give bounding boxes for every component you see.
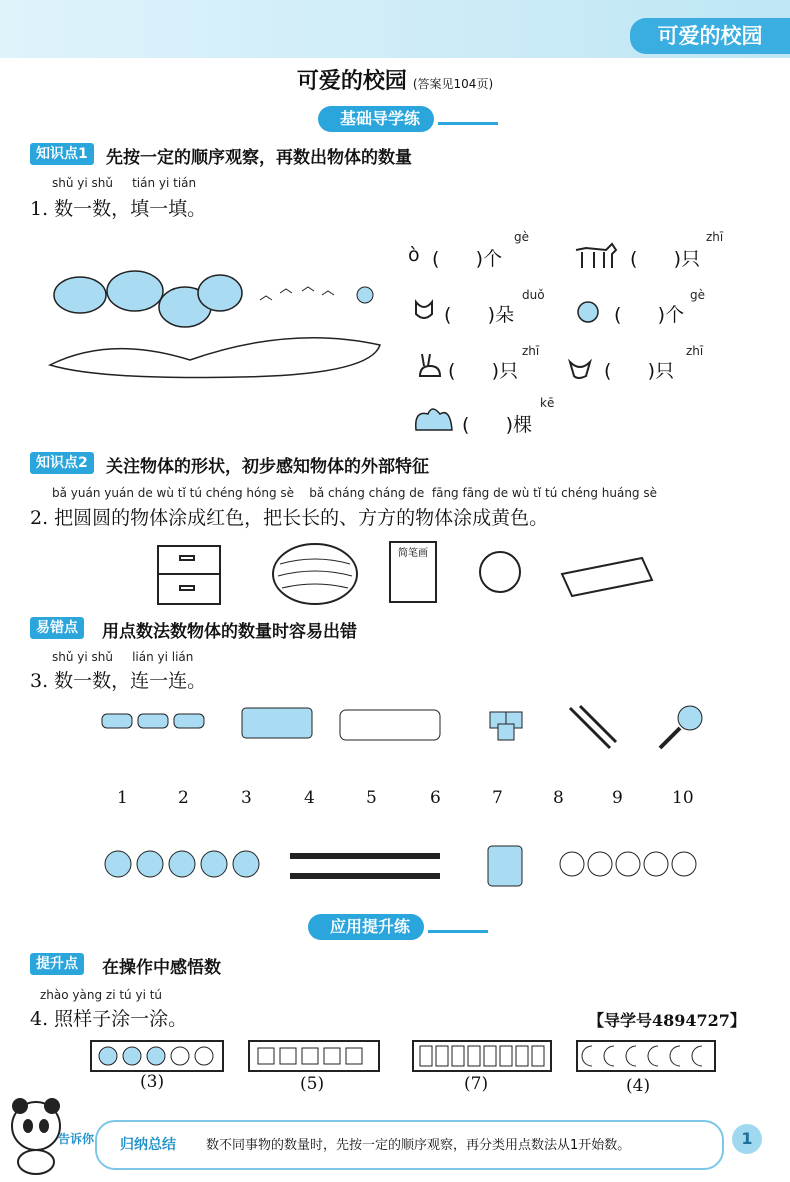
shoe-icon <box>340 710 440 740</box>
face-icon <box>92 1042 222 1070</box>
blank-sun[interactable]: ( )个 <box>614 304 685 326</box>
blank-goat[interactable]: ( )只 <box>630 248 701 270</box>
q1-text: 1. 数一数，填一填。 <box>30 198 207 220</box>
q4-answer-1: (3) <box>140 1072 165 1092</box>
page-title <box>0 64 790 95</box>
sun-icon <box>357 287 373 303</box>
py-zhi2: zhī <box>522 344 540 358</box>
pencil-case-icon <box>562 558 652 596</box>
q4-box-moons <box>576 1040 716 1072</box>
q4-box-faces <box>90 1040 224 1072</box>
q4-text: 4. 照样子涂一涂。 <box>30 1008 188 1030</box>
blank-bird[interactable]: ( )只 <box>604 360 675 382</box>
q3-pinyin: shǔ yi shǔ lián yi lián <box>52 650 194 664</box>
guide-code: 【导学号4894727】 <box>588 1011 746 1030</box>
q4-answer-3: (7) <box>464 1074 489 1094</box>
page-number: 1 <box>732 1124 762 1154</box>
num-2[interactable]: 2 <box>178 788 189 808</box>
blank-flower[interactable]: ( )朵 <box>444 304 515 326</box>
kp1-label: 知识点1 <box>30 143 94 165</box>
tell-label: 告诉你 <box>58 1132 95 1146</box>
sun-icon <box>572 296 604 328</box>
kp2-text: 关注物体的形状，初步感知物体的外部特征 <box>106 457 429 477</box>
num-10[interactable]: 10 <box>672 788 694 808</box>
bee-icon <box>242 708 312 738</box>
book-title: 简笔画 <box>398 548 428 559</box>
section-apply: 应用提升练 <box>308 914 424 940</box>
num-3[interactable]: 3 <box>241 788 252 808</box>
py-ke: kē <box>540 396 555 410</box>
section-basic-line <box>438 122 498 125</box>
err-text: 用点数法数物体的数量时容易出错 <box>102 622 357 642</box>
rattle-icon <box>660 706 702 748</box>
airplane-icon <box>290 856 440 876</box>
child-icon <box>560 852 696 876</box>
blank-rabbit[interactable]: ( )只 <box>448 360 519 382</box>
q2-text: 2. 把圆圆的物体涂成红色，把长长的、方方的物体涂成黄色。 <box>30 507 549 529</box>
q2-pinyin: bǎ yuán yuán de wù tǐ tú chéng hóng sè bǎ cháng cháng de fāng fāng de wù tǐ tú chéng huáng sè <box>52 486 657 500</box>
chapter-tag: 可爱的校园 <box>630 18 790 54</box>
q3-text: 3. 数一数，连一连。 <box>30 670 207 692</box>
kp2-label: 知识点2 <box>30 452 94 474</box>
apple-icon: ò <box>408 244 420 266</box>
answer-note: (答案见104页) <box>412 77 494 91</box>
num-5[interactable]: 5 <box>366 788 377 808</box>
q3-bottom-groups <box>100 842 720 892</box>
title-main: 可爱的校园 <box>296 69 407 94</box>
kp1-text: 先按一定的顺序观察，再数出物体的数量 <box>106 148 412 168</box>
doraemon-icon <box>105 851 259 877</box>
py-zhi3: zhī <box>686 344 704 358</box>
bar-icon <box>414 1042 550 1070</box>
q4-box-cylinders <box>248 1040 380 1072</box>
py-duo: duǒ <box>522 288 545 302</box>
blank-tree[interactable]: ( )棵 <box>462 414 533 436</box>
py-zhi: zhī <box>706 230 724 244</box>
cabinet-icon <box>158 546 220 604</box>
goat-icon <box>572 240 618 272</box>
err-label: 易错点 <box>30 617 84 639</box>
moon-icon <box>578 1042 714 1070</box>
blank-apple[interactable]: ( )个 <box>432 248 503 270</box>
flower-icon <box>410 298 438 326</box>
num-1[interactable]: 1 <box>117 788 128 808</box>
bird-icon <box>566 352 596 382</box>
ball-icon <box>480 552 520 592</box>
num-7[interactable]: 7 <box>492 788 503 808</box>
q4-box-bars <box>412 1040 552 1072</box>
q4-answer-2: (5) <box>300 1074 325 1094</box>
watermelon-icon <box>273 544 357 604</box>
section-basic: 基础导学练 <box>318 106 434 132</box>
farm-scene <box>40 265 390 385</box>
q4-answer-4: (4) <box>626 1076 651 1096</box>
up-label: 提升点 <box>30 953 84 975</box>
panda-icon <box>6 1096 66 1176</box>
shovel-icon <box>570 706 616 748</box>
summary-label: 归纳总结 <box>120 1137 176 1153</box>
py-ge2: gè <box>690 288 705 302</box>
tree-icon <box>412 404 456 434</box>
num-8[interactable]: 8 <box>553 788 564 808</box>
q3-top-groups <box>100 704 720 754</box>
tree-icon <box>54 271 242 327</box>
py-ge: gè <box>514 230 529 244</box>
fish-icon <box>488 846 522 886</box>
section-apply-line <box>428 930 488 933</box>
num-4[interactable]: 4 <box>304 788 315 808</box>
num-9[interactable]: 9 <box>612 788 623 808</box>
summary-text: 数不同事物的数量时，先按一定的顺序观察，再分类用点数法从1开始数。 <box>206 1138 631 1153</box>
q1-pinyin: shǔ yi shǔ tián yi tián <box>52 176 197 190</box>
car-icon <box>102 714 204 728</box>
q2-objects <box>150 538 670 608</box>
block-icon <box>490 712 522 740</box>
up-text: 在操作中感悟数 <box>102 958 221 978</box>
num-6[interactable]: 6 <box>430 788 441 808</box>
rabbit-icon <box>414 352 442 380</box>
q4-pinyin: zhào yàng zi tú yi tú <box>40 988 163 1002</box>
cylinder-icon <box>250 1042 378 1070</box>
